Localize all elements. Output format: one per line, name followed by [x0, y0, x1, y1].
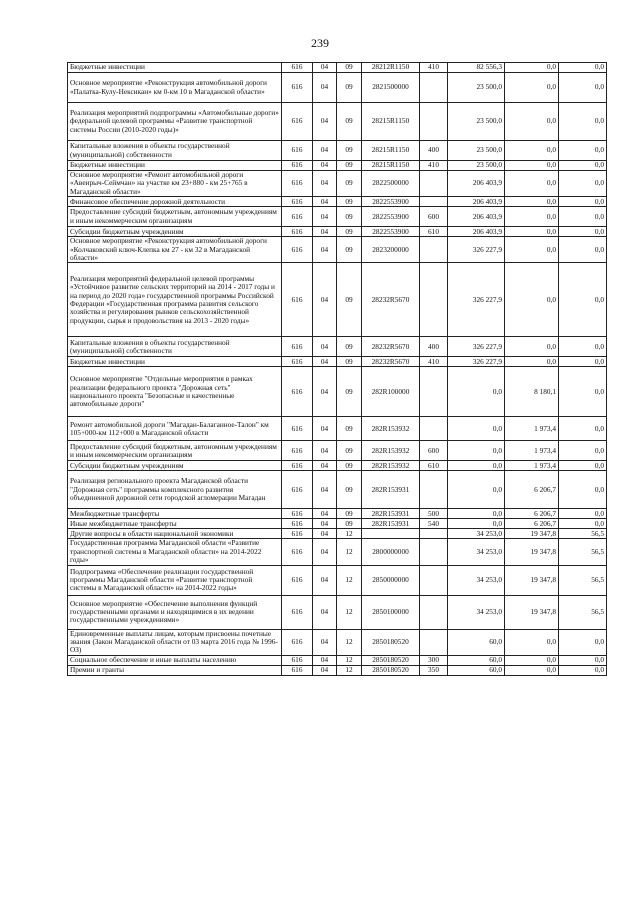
row-subsection: 09 [337, 519, 362, 529]
row-grbs: 616 [282, 529, 313, 539]
row-amount-executed: 19 347,8 [505, 539, 559, 565]
row-grbs: 616 [282, 171, 313, 197]
page-number: 239 [311, 36, 329, 50]
row-amount-plan: 23 500,0 [448, 73, 505, 103]
row-percent: 0,0 [559, 263, 607, 337]
row-amount-plan: 82 556,3 [448, 63, 505, 73]
row-target-article: 2822553900 [362, 227, 420, 237]
row-section: 04 [313, 509, 337, 519]
row-section: 04 [313, 171, 337, 197]
row-amount-executed: 0,0 [505, 655, 559, 665]
row-expense-type: 350 [420, 665, 448, 675]
row-amount-plan: 326 227,9 [448, 337, 505, 357]
row-section: 04 [313, 227, 337, 237]
row-expense-type [420, 197, 448, 207]
row-expense-type [420, 171, 448, 197]
row-subsection: 12 [337, 529, 362, 539]
row-name: Реализация регионального проекта Магаданской области "Дорожная сеть" программы комплексного развития объединенной дорожной сети городской агломерации Магадан [68, 471, 282, 509]
row-target-article: 2800000000 [362, 539, 420, 565]
row-amount-executed: 6 206,7 [505, 519, 559, 529]
row-amount-executed: 0,0 [505, 103, 559, 141]
row-subsection: 09 [337, 417, 362, 441]
row-amount-plan: 206 403,9 [448, 197, 505, 207]
row-target-article: 282R153931 [362, 519, 420, 529]
row-section: 04 [313, 565, 337, 595]
row-target-article: 28212R1150 [362, 63, 420, 73]
row-percent: 56,5 [559, 529, 607, 539]
row-target-article [362, 529, 420, 539]
table-row [68, 655, 607, 665]
row-amount-executed: 0,0 [505, 357, 559, 367]
row-grbs: 616 [282, 141, 313, 161]
table-row [68, 417, 607, 441]
row-section: 04 [313, 441, 337, 461]
row-amount-executed: 0,0 [505, 227, 559, 237]
row-subsection: 09 [337, 461, 362, 471]
row-target-article: 282R153932 [362, 417, 420, 441]
row-amount-executed: 0,0 [505, 337, 559, 357]
row-amount-executed: 6 206,7 [505, 471, 559, 509]
row-amount-executed: 0,0 [505, 237, 559, 263]
row-expense-type: 600 [420, 207, 448, 227]
row-name: Реализация мероприятий подпрограммы «Автомобильные дороги» федеральной целевой программы «Развитие транспортной системы России (2010-2020 годы)» [68, 103, 282, 141]
row-amount-plan: 0,0 [448, 367, 505, 417]
row-name: Государственная программа Магаданской области «Развитие транспортной системы в Магаданской области» на 2014-2022 годы» [68, 539, 282, 565]
row-grbs: 616 [282, 509, 313, 519]
table-row [68, 665, 607, 675]
row-subsection: 12 [337, 665, 362, 675]
row-percent: 0,0 [559, 171, 607, 197]
row-percent: 0,0 [559, 441, 607, 461]
row-subsection: 09 [337, 207, 362, 227]
row-amount-executed: 0,0 [505, 73, 559, 103]
row-target-article: 282R100000 [362, 367, 420, 417]
row-subsection: 09 [337, 197, 362, 207]
row-expense-type [420, 263, 448, 337]
table-row [68, 73, 607, 103]
row-section: 04 [313, 73, 337, 103]
row-target-article: 2850180520 [362, 665, 420, 675]
row-expense-type [420, 73, 448, 103]
row-percent: 0,0 [559, 367, 607, 417]
row-amount-plan: 326 227,9 [448, 263, 505, 337]
table-row [68, 207, 607, 227]
row-grbs: 616 [282, 197, 313, 207]
row-amount-plan: 326 227,9 [448, 237, 505, 263]
row-target-article: 2822553900 [362, 207, 420, 227]
row-grbs: 616 [282, 629, 313, 655]
row-expense-type: 400 [420, 141, 448, 161]
table-row [68, 565, 607, 595]
row-target-article: 28215R1150 [362, 103, 420, 141]
row-amount-plan: 206 403,9 [448, 227, 505, 237]
row-name: Предоставление субсидий бюджетным, автономным учреждениям и иным некоммерческим организациям [68, 207, 282, 227]
row-name: Бюджетные инвестиции [68, 357, 282, 367]
row-expense-type: 610 [420, 461, 448, 471]
row-percent: 0,0 [559, 655, 607, 665]
row-target-article: 2850100000 [362, 595, 420, 629]
row-percent: 0,0 [559, 141, 607, 161]
row-amount-plan: 326 227,9 [448, 357, 505, 367]
row-expense-type: 410 [420, 357, 448, 367]
row-target-article: 28232R5670 [362, 263, 420, 337]
row-grbs: 616 [282, 565, 313, 595]
row-percent: 0,0 [559, 73, 607, 103]
row-subsection: 12 [337, 655, 362, 665]
row-target-article: 2823200000 [362, 237, 420, 263]
row-grbs: 616 [282, 357, 313, 367]
row-subsection: 09 [337, 509, 362, 519]
row-name: Основное мероприятие «Обеспечение выполнения функций государственными органами и находящимися в их ведении государственными учреждениями» [68, 595, 282, 629]
row-name: Основное мероприятие "Отдельные мероприятия в рамках реализации федерального проекта "Дорожная сеть" национального проекта "Безопасные и качественные автомобильные дороги" [68, 367, 282, 417]
row-name: Другие вопросы в области национальной экономики [68, 529, 282, 539]
row-subsection: 12 [337, 595, 362, 629]
row-percent: 0,0 [559, 471, 607, 509]
row-grbs: 616 [282, 461, 313, 471]
row-name: Единовременные выплаты лицам, которым присвоены почетные звания (Закон Магаданской области от 03 марта 2016 года № 1996-ОЗ) [68, 629, 282, 655]
row-expense-type: 610 [420, 227, 448, 237]
row-name: Иные межбюджетные трансферты [68, 519, 282, 529]
row-amount-plan: 60,0 [448, 665, 505, 675]
row-amount-executed: 1 973,4 [505, 461, 559, 471]
table-row [68, 63, 607, 73]
row-subsection: 09 [337, 171, 362, 197]
row-name: Подпрограмма «Обеспечение реализации государственной программы Магаданской области «Развитие транспортной системы в Магаданской области» на 2014-2022 годы» [68, 565, 282, 595]
row-subsection: 12 [337, 565, 362, 595]
row-subsection: 09 [337, 103, 362, 141]
row-expense-type [420, 565, 448, 595]
row-target-article: 28232R5670 [362, 357, 420, 367]
row-percent: 0,0 [559, 337, 607, 357]
row-name: Капитальные вложения в объекты государственной (муниципальной) собственности [68, 337, 282, 357]
row-target-article: 2821500000 [362, 73, 420, 103]
row-amount-executed: 6 206,7 [505, 509, 559, 519]
row-name: Основное мероприятие «Реконструкция автомобильной дороги «Палатка-Кулу-Нексикан» км 0-км 10 в Магаданской области» [68, 73, 282, 103]
row-subsection: 09 [337, 337, 362, 357]
row-expense-type [420, 595, 448, 629]
budget-table-body [68, 63, 607, 676]
row-expense-type: 410 [420, 161, 448, 171]
row-expense-type [420, 529, 448, 539]
row-expense-type: 540 [420, 519, 448, 529]
row-section: 04 [313, 539, 337, 565]
row-expense-type: 600 [420, 441, 448, 461]
row-section: 04 [313, 529, 337, 539]
table-row [68, 629, 607, 655]
row-percent: 0,0 [559, 417, 607, 441]
row-expense-type [420, 539, 448, 565]
row-percent: 0,0 [559, 509, 607, 519]
table-row [68, 441, 607, 461]
row-amount-plan: 0,0 [448, 441, 505, 461]
row-grbs: 616 [282, 207, 313, 227]
row-percent: 56,5 [559, 565, 607, 595]
table-row [68, 171, 607, 197]
row-grbs: 616 [282, 655, 313, 665]
row-section: 04 [313, 461, 337, 471]
table-row [68, 595, 607, 629]
row-target-article: 2850000000 [362, 565, 420, 595]
row-expense-type: 300 [420, 655, 448, 665]
row-percent: 0,0 [559, 207, 607, 227]
row-amount-executed: 8 180,1 [505, 367, 559, 417]
row-percent: 0,0 [559, 665, 607, 675]
row-percent: 0,0 [559, 103, 607, 141]
row-amount-plan: 34 253,0 [448, 529, 505, 539]
row-grbs: 616 [282, 227, 313, 237]
row-target-article: 282R153932 [362, 461, 420, 471]
row-name: Основное мероприятие «Реконструкция автомобильной дороги «Колчаковский ключ-Клепка км 27 - км 32 в Магаданской области» [68, 237, 282, 263]
row-percent: 0,0 [559, 63, 607, 73]
table-row [68, 529, 607, 539]
table-row [68, 103, 607, 141]
row-grbs: 616 [282, 441, 313, 461]
row-amount-plan: 23 500,0 [448, 103, 505, 141]
row-target-article: 28215R1150 [362, 141, 420, 161]
row-grbs: 616 [282, 519, 313, 529]
row-grbs: 616 [282, 417, 313, 441]
row-subsection: 09 [337, 237, 362, 263]
row-target-article: 2822553900 [362, 197, 420, 207]
row-amount-executed: 0,0 [505, 665, 559, 675]
table-row [68, 337, 607, 357]
row-target-article: 2822500000 [362, 171, 420, 197]
row-section: 04 [313, 367, 337, 417]
row-amount-executed: 0,0 [505, 197, 559, 207]
row-percent: 0,0 [559, 519, 607, 529]
row-percent: 0,0 [559, 197, 607, 207]
row-percent: 56,5 [559, 539, 607, 565]
row-amount-plan: 34 253,0 [448, 539, 505, 565]
row-subsection: 09 [337, 441, 362, 461]
table-row [68, 161, 607, 171]
row-amount-plan: 206 403,9 [448, 171, 505, 197]
row-section: 04 [313, 519, 337, 529]
row-section: 04 [313, 665, 337, 675]
row-grbs: 616 [282, 263, 313, 337]
table-row [68, 237, 607, 263]
row-expense-type: 500 [420, 509, 448, 519]
row-grbs: 616 [282, 103, 313, 141]
row-name: Социальное обеспечение и иные выплаты населению [68, 655, 282, 665]
row-amount-plan: 60,0 [448, 629, 505, 655]
row-percent: 0,0 [559, 629, 607, 655]
row-expense-type: 410 [420, 63, 448, 73]
row-subsection: 09 [337, 161, 362, 171]
row-name: Основное мероприятие «Ремонт автомобильной дороги «Авеирыч-Сеймчан» на участке км 23+880 - км 25+765 в Магаданской области» [68, 171, 282, 197]
row-section: 04 [313, 629, 337, 655]
row-amount-plan: 0,0 [448, 471, 505, 509]
row-amount-plan: 0,0 [448, 509, 505, 519]
row-amount-executed: 0,0 [505, 263, 559, 337]
row-section: 04 [313, 161, 337, 171]
row-amount-executed: 0,0 [505, 207, 559, 227]
row-grbs: 616 [282, 595, 313, 629]
row-section: 04 [313, 237, 337, 263]
row-section: 04 [313, 103, 337, 141]
row-expense-type [420, 237, 448, 263]
row-section: 04 [313, 655, 337, 665]
row-target-article: 28232R5670 [362, 337, 420, 357]
row-target-article: 282R153931 [362, 509, 420, 519]
row-amount-executed: 19 347,8 [505, 529, 559, 539]
row-expense-type [420, 471, 448, 509]
row-amount-executed: 1 973,4 [505, 441, 559, 461]
row-name: Ремонт автомобильной дороги "Магадан-Балаганное-Талон" км 105+000-км 112+000 в Магаданской области [68, 417, 282, 441]
row-amount-plan: 0,0 [448, 417, 505, 441]
row-target-article: 282R153931 [362, 471, 420, 509]
row-grbs: 616 [282, 73, 313, 103]
row-subsection: 09 [337, 263, 362, 337]
row-amount-plan: 60,0 [448, 655, 505, 665]
row-percent: 56,5 [559, 595, 607, 629]
row-name: Бюджетные инвестиции [68, 161, 282, 171]
row-amount-plan: 0,0 [448, 519, 505, 529]
row-grbs: 616 [282, 471, 313, 509]
row-amount-plan: 206 403,9 [448, 207, 505, 227]
row-section: 04 [313, 63, 337, 73]
row-amount-executed: 0,0 [505, 141, 559, 161]
row-target-article: 28215R1150 [362, 161, 420, 171]
row-amount-plan: 0,0 [448, 461, 505, 471]
row-amount-executed: 19 347,8 [505, 565, 559, 595]
row-expense-type [420, 103, 448, 141]
row-amount-plan: 23 500,0 [448, 141, 505, 161]
row-section: 04 [313, 197, 337, 207]
row-percent: 0,0 [559, 461, 607, 471]
row-subsection: 09 [337, 367, 362, 417]
table-row [68, 519, 607, 529]
row-section: 04 [313, 595, 337, 629]
row-amount-plan: 34 253,0 [448, 565, 505, 595]
row-name: Предоставление субсидий бюджетным, автономным учреждениям и иным некоммерческим организациям [68, 441, 282, 461]
row-target-article: 2850180520 [362, 629, 420, 655]
row-subsection: 09 [337, 471, 362, 509]
row-section: 04 [313, 141, 337, 161]
row-amount-plan: 23 500,0 [448, 161, 505, 171]
row-grbs: 616 [282, 367, 313, 417]
row-subsection: 09 [337, 141, 362, 161]
row-name: Реализация мероприятий федеральной целевой программы «Устойчивое развитие сельских территорий на 2014 - 2017 годы и на период до 2020 года» государственной программы Российской Федерации «Государственная программа развития сельского хозяйства и регулирования рынков сельскохозяйственной продукции, сырья и продовольствия на 2013 - 2020 годы» [68, 263, 282, 337]
row-grbs: 616 [282, 539, 313, 565]
row-amount-plan: 34 253,0 [448, 595, 505, 629]
row-amount-executed: 0,0 [505, 161, 559, 171]
row-amount-executed: 0,0 [505, 629, 559, 655]
table-row [68, 141, 607, 161]
row-name: Межбюджетные трансферты [68, 509, 282, 519]
row-expense-type: 400 [420, 337, 448, 357]
row-expense-type [420, 367, 448, 417]
row-section: 04 [313, 207, 337, 227]
row-grbs: 616 [282, 161, 313, 171]
row-grbs: 616 [282, 337, 313, 357]
row-name: Субсидии бюджетным учреждениям [68, 227, 282, 237]
row-name: Премии и гранты [68, 665, 282, 675]
table-row [68, 539, 607, 565]
table-row [68, 461, 607, 471]
row-subsection: 09 [337, 357, 362, 367]
row-section: 04 [313, 337, 337, 357]
row-name: Капитальные вложения в объекты государственной (муниципальной) собственности [68, 141, 282, 161]
table-row [68, 197, 607, 207]
table-row [68, 263, 607, 337]
table-row [68, 357, 607, 367]
row-amount-executed: 1 973,4 [505, 417, 559, 441]
row-subsection: 09 [337, 227, 362, 237]
table-row [68, 227, 607, 237]
row-target-article: 282R153932 [362, 441, 420, 461]
row-section: 04 [313, 471, 337, 509]
row-subsection: 09 [337, 73, 362, 103]
table-row [68, 471, 607, 509]
row-percent: 0,0 [559, 227, 607, 237]
row-name: Бюджетные инвестиции [68, 63, 282, 73]
row-grbs: 616 [282, 665, 313, 675]
row-target-article: 2850180520 [362, 655, 420, 665]
row-percent: 0,0 [559, 161, 607, 171]
row-section: 04 [313, 417, 337, 441]
row-section: 04 [313, 357, 337, 367]
table-row [68, 367, 607, 417]
row-expense-type [420, 629, 448, 655]
table-row [68, 509, 607, 519]
row-name: Субсидии бюджетным учреждениям [68, 461, 282, 471]
row-amount-executed: 0,0 [505, 171, 559, 197]
row-grbs: 616 [282, 63, 313, 73]
row-subsection: 12 [337, 539, 362, 565]
row-grbs: 616 [282, 237, 313, 263]
row-percent: 0,0 [559, 357, 607, 367]
row-name: Финансовое обеспечение дорожной деятельности [68, 197, 282, 207]
budget-table [67, 62, 607, 676]
row-subsection: 12 [337, 629, 362, 655]
row-section: 04 [313, 263, 337, 337]
row-amount-executed: 0,0 [505, 63, 559, 73]
row-percent: 0,0 [559, 237, 607, 263]
row-expense-type [420, 417, 448, 441]
row-subsection: 09 [337, 63, 362, 73]
row-amount-executed: 19 347,8 [505, 595, 559, 629]
